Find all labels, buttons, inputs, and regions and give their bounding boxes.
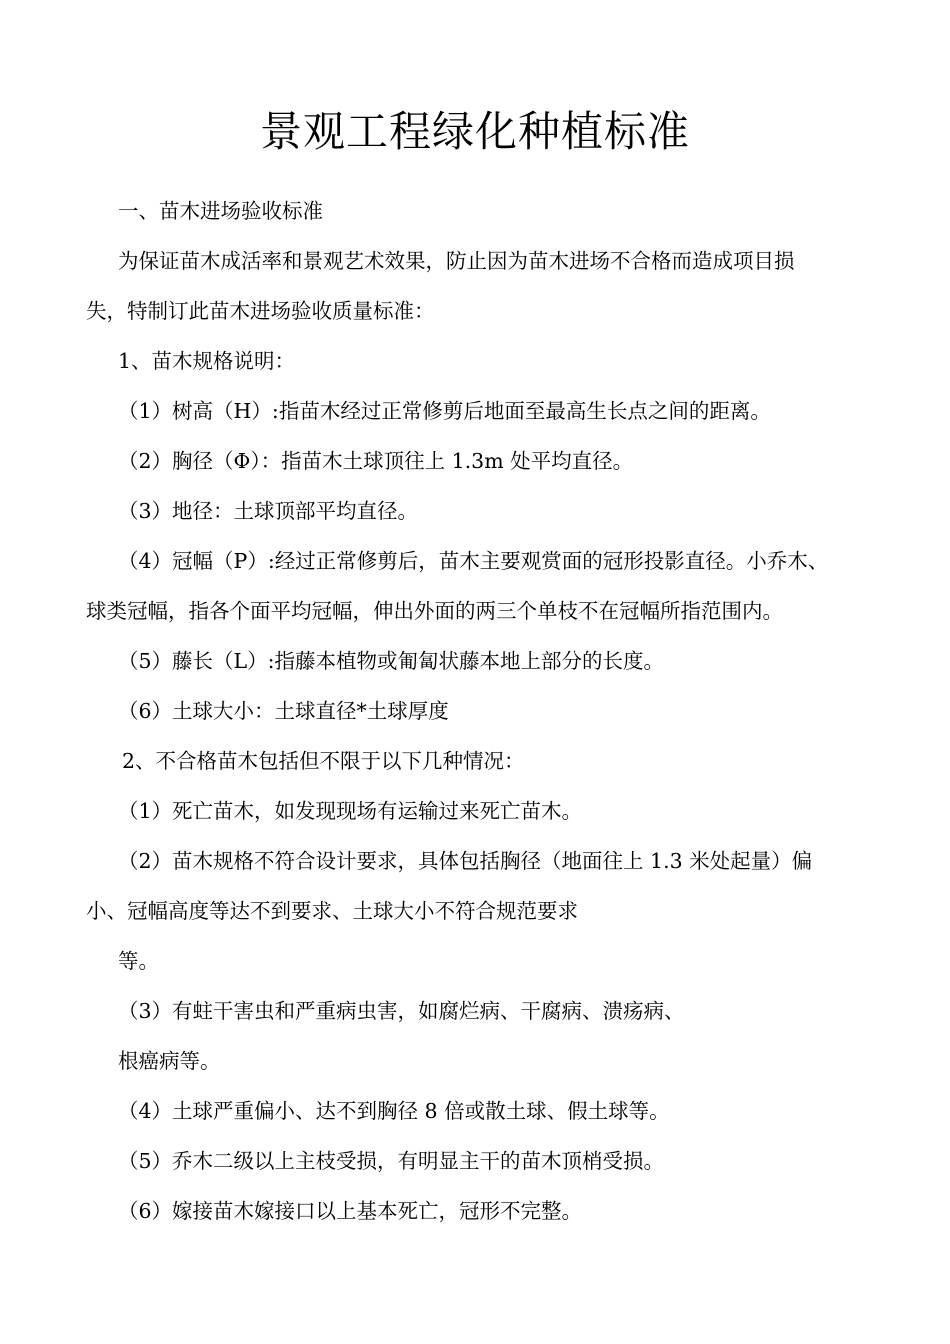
- subsection-heading-2: 2、不合格苗木包括但不限于以下几种情况：: [122, 749, 525, 773]
- list-item: （6）土球大小：土球直径*土球厚度: [118, 699, 449, 723]
- list-item: （1）树高（H）:指苗木经过正常修剪后地面至最高生长点之间的距离。: [118, 399, 771, 423]
- list-item-continuation: 根癌病等。: [118, 1049, 221, 1073]
- list-item-continuation: 小、冠幅高度等达不到要求、土球大小不符合规范要求: [86, 899, 578, 923]
- list-item-continuation: 等。: [118, 949, 159, 973]
- document-title: 景观工程绿化种植标准: [259, 107, 690, 156]
- list-item: （1）死亡苗木，如发现现场有运输过来死亡苗木。: [118, 799, 583, 823]
- subsection-heading-1: 1、苗木规格说明：: [118, 349, 296, 373]
- list-item: （3）地径：土球顶部平均直径。: [118, 499, 419, 523]
- list-item: （2）胸径（Φ）：指苗木土球顶往上 1.3m 处平均直径。: [118, 449, 634, 473]
- section-heading-1: 一、苗木进场验收标准: [118, 199, 323, 223]
- list-item: （4）冠幅（P）:经过正常修剪后，苗木主要观赏面的冠形投影直径。小乔木、: [118, 549, 829, 573]
- list-item: （5）乔木二级以上主枝受损，有明显主干的苗木顶梢受损。: [118, 1149, 665, 1173]
- list-item: （3）有蛀干害虫和严重病虫害，如腐烂病、干腐病、溃疡病、: [118, 999, 685, 1023]
- list-item-continuation: 球类冠幅，指各个面平均冠幅，伸出外面的两三个单枝不在冠幅所指范围内。: [86, 599, 783, 623]
- list-item: （5）藤长（L）:指藤本植物或匍匐状藤本地上部分的长度。: [118, 649, 665, 673]
- list-item: （4）土球严重偏小、达不到胸径 8 倍或散土球、假土球等。: [118, 1099, 670, 1123]
- paragraph-line: 为保证苗木成活率和景观艺术效果，防止因为苗木进场不合格而造成项目损: [118, 249, 795, 273]
- paragraph-line: 失，特制订此苗木进场验收质量标准：: [86, 299, 435, 323]
- list-item: （6）嫁接苗木嫁接口以上基本死亡，冠形不完整。: [118, 1199, 583, 1223]
- list-item: （2）苗木规格不符合设计要求，具体包括胸径（地面往上 1.3 米处起量）偏: [118, 849, 813, 873]
